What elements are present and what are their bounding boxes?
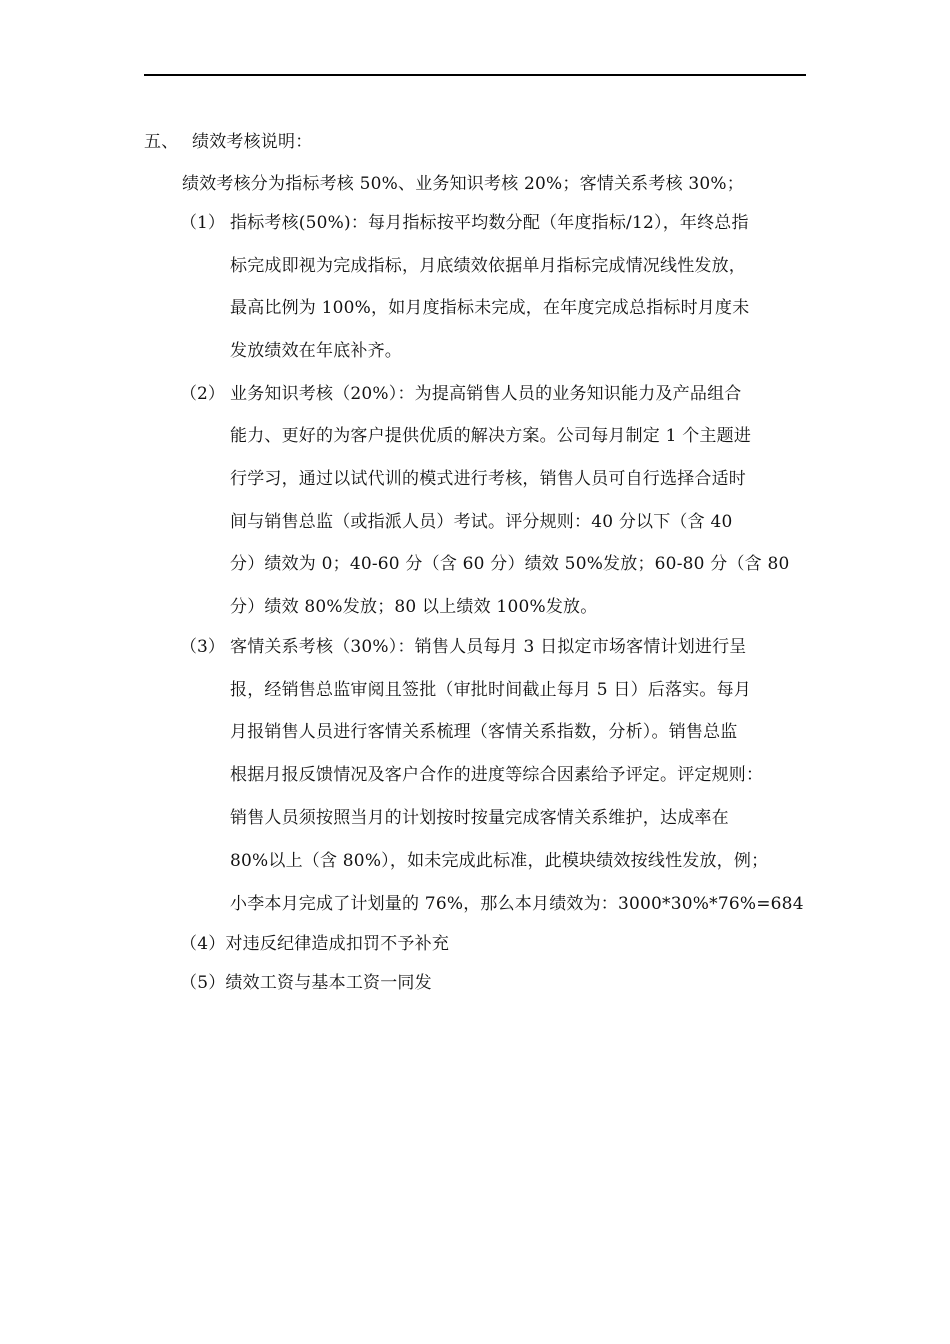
item-3-line-2: 报，经销售总监审阅且签批（审批时间截止每月 5 日）后落实。每月 <box>230 680 752 700</box>
item-2-number: （2） <box>180 384 225 404</box>
item-2-line-2: 能力、更好的为客户提供优质的解决方案。公司每月制定 1 个主题进 <box>230 426 752 446</box>
item-3-number: （3） <box>180 637 225 657</box>
item-3-line-5: 销售人员须按照当月的计划按时按量完成客情关系维护，达成率在 <box>230 808 729 828</box>
item-1-number: （1） <box>180 213 225 233</box>
note-4: （4）对违反纪律造成扣罚不予补充 <box>180 934 450 954</box>
item-1-line-3: 最高比例为 100%，如月度指标未完成，在年度完成总指标时月度未 <box>230 298 750 318</box>
item-1-line-1: 指标考核(50%)：每月指标按平均数分配（年度指标/12），年终总指 <box>230 213 749 233</box>
item-3-line-4: 根据月报反馈情况及客户合作的进度等综合因素给予评定。评定规则： <box>230 765 764 785</box>
item-2-line-5: 分）绩效为 0；40-60 分（含 60 分）绩效 50%发放；60-80 分（含 80 <box>230 554 790 574</box>
item-2-line-3: 行学习，通过以试代训的模式进行考核，销售人员可自行选择合适时 <box>230 469 746 489</box>
item-2-line-4: 间与销售总监（或指派人员）考试。评分规则：40 分以下（含 40 <box>230 512 733 532</box>
item-2-line-6: 分）绩效 80%发放；80 以上绩效 100%发放。 <box>230 597 598 617</box>
item-3-line-1: 客情关系考核（30%）：销售人员每月 3 日拟定市场客情计划进行呈 <box>230 637 747 657</box>
item-3-line-3: 月报销售人员进行客情关系梳理（客情关系指数，分析）。销售总监 <box>230 722 738 742</box>
item-1-line-2: 标完成即视为完成指标，月底绩效依据单月指标完成情况线性发放， <box>230 256 746 276</box>
header-rule <box>144 74 806 76</box>
item-3-line-7: 小李本月完成了计划量的 76%，那么本月绩效为：3000*30%*76%=684 <box>230 894 804 914</box>
note-5: （5）绩效工资与基本工资一同发 <box>180 973 432 993</box>
item-1-line-4: 发放绩效在年底补齐。 <box>230 341 402 361</box>
intro-paragraph: 绩效考核分为指标考核 50%、业务知识考核 20%；客情关系考核 30%； <box>182 174 744 194</box>
section-title: 绩效考核说明： <box>192 132 313 152</box>
item-2-line-1: 业务知识考核（20%）：为提高销售人员的业务知识能力及产品组合 <box>230 384 742 404</box>
item-3-line-6: 80%以上（含 80%），如未完成此标准，此模块绩效按线性发放，例； <box>230 851 769 871</box>
section-number: 五、 <box>144 132 179 152</box>
